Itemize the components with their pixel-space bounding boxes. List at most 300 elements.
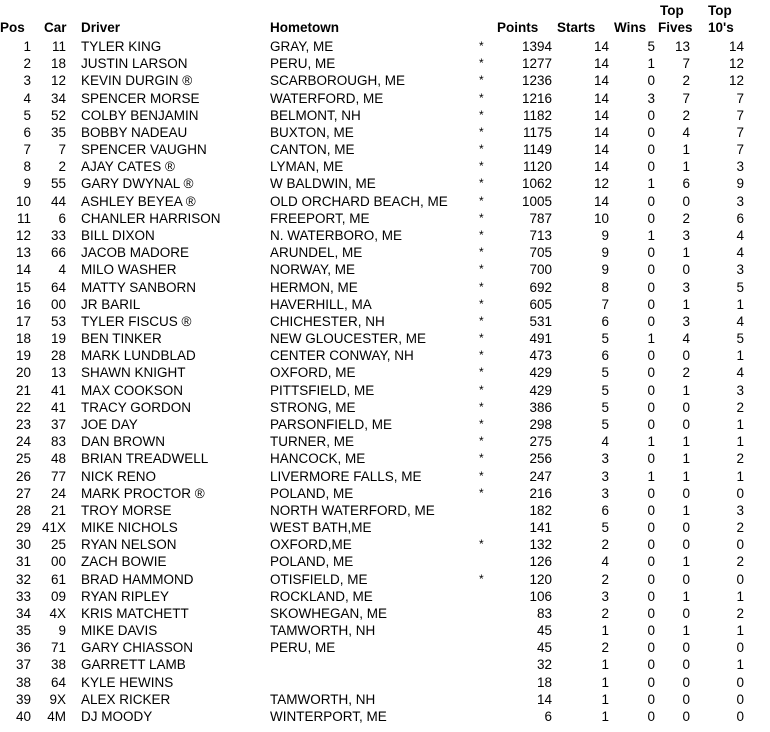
cell-hometown: CENTER CONWAY, NH <box>270 348 414 364</box>
cell-car: 11 <box>51 39 66 54</box>
cell-pos: 18 <box>15 331 31 347</box>
table-row <box>0 468 770 485</box>
cell-points: 531 <box>529 313 552 329</box>
cell-hometown: NORWAY, ME <box>270 262 356 278</box>
cell-hometown: HERMON, ME <box>270 279 358 295</box>
cell-top-fives: 1 <box>682 434 690 450</box>
cell-starts: 14 <box>593 142 609 158</box>
cell-top-tens: 2 <box>736 520 744 536</box>
cell-points: 429 <box>529 382 552 398</box>
cell-car: 24 <box>50 485 66 501</box>
cell-driver: CHANLER HARRISON <box>81 210 221 226</box>
table-row <box>0 571 770 588</box>
cell-top-fives: 0 <box>682 262 690 278</box>
cell-hometown: WEST BATH,ME <box>270 520 372 536</box>
cell-car: 25 <box>50 537 66 553</box>
cell-wins: 0 <box>647 382 655 398</box>
cell-wins: 0 <box>647 502 655 518</box>
cell-wins: 1 <box>647 468 655 484</box>
cell-driver: ASHLEY BEYEA ® <box>81 193 196 209</box>
table-row <box>0 244 770 261</box>
cell-starts: 3 <box>601 485 609 501</box>
cell-top-fives: 4 <box>682 331 690 347</box>
cell-top-tens: 0 <box>736 691 744 707</box>
cell-top-fives: 3 <box>682 227 690 243</box>
cell-wins: 0 <box>647 657 655 673</box>
header-hometown: Hometown <box>270 20 339 35</box>
cell-starts: 10 <box>593 210 609 226</box>
table-row <box>0 330 770 347</box>
cell-points: 1182 <box>522 107 552 123</box>
cell-mark: * <box>479 313 484 328</box>
cell-car: 12 <box>50 73 66 89</box>
cell-top-fives: 1 <box>682 451 690 467</box>
cell-driver: KEVIN DURGIN ® <box>81 73 193 89</box>
cell-points: 141 <box>529 520 552 536</box>
header-top-tens-line1: Top <box>708 3 732 18</box>
cell-top-tens: 2 <box>736 399 744 415</box>
cell-driver: JACOB MADORE <box>81 245 190 261</box>
cell-hometown: STRONG, ME <box>270 399 356 415</box>
cell-wins: 0 <box>647 485 655 501</box>
table-row <box>0 588 770 605</box>
header-points: Points <box>497 20 539 35</box>
cell-driver: MATTY SANBORN <box>81 279 197 295</box>
cell-top-fives: 1 <box>682 623 690 639</box>
cell-wins: 0 <box>647 399 655 415</box>
cell-points: 1175 <box>522 124 552 140</box>
cell-starts: 4 <box>601 434 609 450</box>
cell-points: 1236 <box>521 73 552 89</box>
cell-driver: MIKE NICHOLS <box>81 520 178 536</box>
cell-pos: 35 <box>15 623 31 639</box>
cell-car: 13 <box>50 365 66 381</box>
cell-wins: 5 <box>647 39 655 54</box>
cell-top-fives: 1 <box>682 296 690 312</box>
cell-hometown: NORTH WATERFORD, ME <box>270 502 435 518</box>
cell-wins: 1 <box>647 434 655 450</box>
cell-driver: KRIS MATCHETT <box>81 605 189 621</box>
table-row <box>0 124 770 141</box>
cell-starts: 6 <box>601 502 609 518</box>
cell-driver: KYLE HEWINS <box>81 674 174 690</box>
cell-starts: 5 <box>601 416 609 432</box>
cell-pos: 24 <box>15 434 31 450</box>
cell-driver: TYLER FISCUS ® <box>81 313 192 329</box>
cell-wins: 1 <box>647 331 655 347</box>
cell-starts: 3 <box>601 588 609 604</box>
table-row <box>0 605 770 622</box>
cell-wins: 0 <box>647 537 655 553</box>
cell-pos: 21 <box>15 382 31 398</box>
table-row <box>0 55 770 72</box>
cell-wins: 0 <box>647 674 655 690</box>
cell-car: 55 <box>50 176 66 192</box>
table-row <box>0 708 770 725</box>
cell-top-fives: 13 <box>674 39 690 54</box>
cell-car: 28 <box>50 348 66 364</box>
cell-top-fives: 1 <box>682 159 690 175</box>
cell-hometown: SKOWHEGAN, ME <box>270 605 388 621</box>
cell-starts: 14 <box>593 159 609 175</box>
cell-top-tens: 1 <box>736 468 744 484</box>
header-starts: Starts <box>557 20 596 35</box>
cell-car: 77 <box>50 468 66 484</box>
cell-driver: SHAWN KNIGHT <box>81 365 186 381</box>
table-row <box>0 639 770 656</box>
cell-top-fives: 6 <box>682 176 690 192</box>
cell-car: 6 <box>58 210 66 226</box>
cell-top-tens: 4 <box>736 245 744 261</box>
cell-hometown: NEW GLOUCESTER, ME <box>270 331 427 347</box>
cell-top-fives: 0 <box>682 485 690 501</box>
cell-points: 1062 <box>521 176 552 192</box>
cell-starts: 14 <box>593 90 609 106</box>
cell-pos: 22 <box>15 399 31 415</box>
cell-hometown: TURNER, ME <box>270 434 354 450</box>
cell-starts: 5 <box>601 365 609 381</box>
cell-points: 787 <box>529 210 552 226</box>
table-row <box>0 175 770 192</box>
cell-top-tens: 7 <box>736 90 744 106</box>
table-row <box>0 364 770 381</box>
cell-wins: 1 <box>647 176 655 192</box>
cell-points: 32 <box>536 657 552 673</box>
cell-points: 106 <box>529 588 552 604</box>
cell-points: 298 <box>529 416 552 432</box>
cell-hometown: PERU, ME <box>270 640 336 656</box>
cell-pos: 25 <box>15 451 31 467</box>
cell-mark: * <box>479 90 484 105</box>
cell-pos: 32 <box>15 571 31 587</box>
table-row <box>0 279 770 296</box>
cell-starts: 14 <box>593 107 609 123</box>
cell-top-tens: 7 <box>736 124 744 140</box>
cell-car: 64 <box>50 279 66 295</box>
cell-top-tens: 12 <box>728 56 744 72</box>
cell-starts: 6 <box>601 348 609 364</box>
cell-mark: * <box>479 468 484 483</box>
cell-pos: 6 <box>23 124 31 140</box>
cell-wins: 0 <box>647 262 655 278</box>
cell-points: 705 <box>529 245 552 261</box>
cell-starts: 14 <box>593 39 609 54</box>
cell-mark: * <box>479 124 484 139</box>
cell-starts: 12 <box>593 176 609 192</box>
table-row <box>0 622 770 639</box>
cell-wins: 0 <box>647 73 655 89</box>
cell-pos: 3 <box>23 73 31 89</box>
cell-points: 256 <box>529 451 552 467</box>
cell-mark: * <box>479 279 484 294</box>
cell-pos: 12 <box>15 227 31 243</box>
cell-points: 6 <box>544 709 552 725</box>
cell-wins: 0 <box>647 709 655 725</box>
cell-pos: 13 <box>15 245 31 261</box>
cell-mark: * <box>479 142 484 157</box>
cell-hometown: PERU, ME <box>270 56 336 72</box>
cell-hometown: LIVERMORE FALLS, ME <box>270 468 422 484</box>
cell-car: 09 <box>50 588 66 604</box>
cell-wins: 0 <box>647 142 655 158</box>
cell-hometown: SCARBOROUGH, ME <box>270 73 406 89</box>
cell-car: 38 <box>50 657 66 673</box>
table-row <box>0 72 770 89</box>
cell-pos: 29 <box>15 520 31 536</box>
cell-mark: * <box>479 107 484 122</box>
cell-hometown: OLD ORCHARD BEACH, ME <box>270 193 448 209</box>
cell-starts: 9 <box>601 227 609 243</box>
cell-pos: 40 <box>15 709 31 725</box>
cell-top-tens: 0 <box>736 709 744 725</box>
table-row <box>0 553 770 570</box>
cell-top-fives: 0 <box>682 709 690 725</box>
table-row <box>0 347 770 364</box>
cell-top-fives: 1 <box>682 588 690 604</box>
cell-car: 19 <box>50 331 66 347</box>
cell-top-tens: 0 <box>736 537 744 553</box>
cell-wins: 0 <box>647 193 655 209</box>
cell-driver: ZACH BOWIE <box>81 554 167 570</box>
cell-hometown: TAMWORTH, NH <box>270 623 376 639</box>
cell-driver: MARK LUNDBLAD <box>81 348 196 364</box>
cell-starts: 5 <box>601 382 609 398</box>
cell-car: 61 <box>50 571 66 587</box>
cell-car: 9 <box>58 623 66 639</box>
cell-points: 120 <box>529 571 552 587</box>
cell-car: 41 <box>50 382 66 398</box>
cell-starts: 14 <box>593 193 609 209</box>
cell-top-tens: 4 <box>736 365 744 381</box>
cell-top-tens: 5 <box>736 331 744 347</box>
cell-top-fives: 2 <box>682 73 690 89</box>
cell-hometown: BELMONT, NH <box>270 107 361 123</box>
header-wins: Wins <box>614 20 647 35</box>
cell-driver: MILO WASHER <box>81 262 177 278</box>
cell-driver: TRACY GORDON <box>81 399 192 415</box>
cell-top-fives: 0 <box>682 691 690 707</box>
cell-hometown: PITTSFIELD, ME <box>270 382 375 398</box>
cell-wins: 0 <box>647 416 655 432</box>
table-row <box>0 674 770 691</box>
cell-top-tens: 3 <box>736 382 744 398</box>
cell-hometown: POLAND, ME <box>270 554 354 570</box>
cell-starts: 6 <box>601 313 609 329</box>
cell-hometown: FREEPORT, ME <box>270 210 370 226</box>
table-row <box>0 519 770 536</box>
header-pos: Pos <box>0 20 25 35</box>
header-driver: Driver <box>81 20 121 35</box>
cell-wins: 0 <box>647 124 655 140</box>
cell-top-tens: 12 <box>728 73 744 89</box>
cell-starts: 7 <box>601 296 609 312</box>
cell-top-tens: 0 <box>736 674 744 690</box>
cell-car: 21 <box>50 502 66 518</box>
cell-top-tens: 1 <box>736 657 744 673</box>
table-row <box>0 485 770 502</box>
cell-top-fives: 1 <box>682 554 690 570</box>
cell-wins: 0 <box>647 245 655 261</box>
cell-top-tens: 1 <box>736 588 744 604</box>
cell-top-fives: 2 <box>682 365 690 381</box>
cell-pos: 1 <box>23 39 31 54</box>
cell-pos: 26 <box>15 468 31 484</box>
cell-top-tens: 0 <box>736 640 744 656</box>
cell-wins: 0 <box>647 520 655 536</box>
cell-top-tens: 3 <box>736 502 744 518</box>
cell-top-fives: 1 <box>682 468 690 484</box>
cell-mark: * <box>479 193 484 208</box>
cell-mark: * <box>479 176 484 191</box>
cell-top-tens: 2 <box>736 554 744 570</box>
table-row <box>0 193 770 210</box>
table-row <box>0 450 770 467</box>
table-row <box>0 691 770 708</box>
table-row <box>0 656 770 673</box>
cell-points: 473 <box>529 348 552 364</box>
cell-driver: BRIAN TREADWELL <box>81 451 209 467</box>
cell-points: 45 <box>536 623 552 639</box>
cell-top-fives: 1 <box>682 245 690 261</box>
cell-top-tens: 3 <box>736 159 744 175</box>
cell-driver: BOBBY NADEAU <box>81 124 188 140</box>
cell-top-fives: 4 <box>682 124 690 140</box>
cell-pos: 15 <box>15 279 31 295</box>
cell-pos: 8 <box>23 159 31 175</box>
table-row <box>0 313 770 330</box>
cell-points: 386 <box>529 399 552 415</box>
cell-car: 37 <box>50 416 66 432</box>
cell-hometown: GRAY, ME <box>270 39 334 54</box>
cell-mark: * <box>479 210 484 225</box>
cell-pos: 38 <box>15 674 31 690</box>
cell-pos: 37 <box>15 657 31 673</box>
cell-car: 33 <box>50 227 66 243</box>
cell-pos: 4 <box>23 90 31 106</box>
cell-starts: 3 <box>601 451 609 467</box>
cell-driver: DAN BROWN <box>81 434 165 450</box>
cell-driver: RYAN NELSON <box>81 537 177 553</box>
cell-car: 48 <box>50 451 66 467</box>
cell-car: 7 <box>58 142 66 158</box>
cell-points: 216 <box>529 485 552 501</box>
cell-driver: TROY MORSE <box>81 502 172 518</box>
cell-points: 83 <box>536 605 552 621</box>
cell-top-tens: 4 <box>736 227 744 243</box>
cell-top-fives: 1 <box>682 382 690 398</box>
cell-top-tens: 1 <box>736 348 744 364</box>
cell-points: 1394 <box>521 39 552 54</box>
cell-starts: 1 <box>601 623 609 639</box>
cell-driver: DJ MOODY <box>81 709 153 725</box>
cell-mark: * <box>479 296 484 311</box>
cell-driver: SPENCER VAUGHN <box>81 142 207 158</box>
table-row <box>0 536 770 553</box>
cell-car: 18 <box>50 56 66 72</box>
cell-pos: 14 <box>15 262 31 278</box>
cell-starts: 2 <box>601 571 609 587</box>
cell-pos: 2 <box>23 56 31 72</box>
cell-mark: * <box>479 382 484 397</box>
cell-starts: 2 <box>601 640 609 656</box>
cell-wins: 0 <box>647 159 655 175</box>
cell-points: 45 <box>536 640 552 656</box>
cell-car: 00 <box>50 296 66 312</box>
cell-hometown: OXFORD, ME <box>270 365 356 381</box>
cell-driver: MARK PROCTOR ® <box>81 485 205 501</box>
table-row <box>0 227 770 244</box>
cell-top-fives: 0 <box>682 348 690 364</box>
cell-driver: COLBY BENJAMIN <box>81 107 199 123</box>
cell-driver: NICK RENO <box>81 468 157 484</box>
cell-car: 35 <box>50 124 66 140</box>
cell-mark: * <box>479 39 484 53</box>
cell-car: 41X <box>41 520 66 536</box>
cell-car: 44 <box>50 193 66 209</box>
table-row <box>0 399 770 416</box>
cell-pos: 39 <box>15 691 31 707</box>
cell-pos: 10 <box>15 193 31 209</box>
cell-points: 14 <box>536 691 552 707</box>
cell-mark: * <box>479 537 484 552</box>
cell-driver: GARRETT LAMB <box>81 657 186 673</box>
cell-points: 1216 <box>521 90 552 106</box>
cell-pos: 27 <box>15 485 31 501</box>
cell-wins: 0 <box>647 365 655 381</box>
cell-top-fives: 0 <box>682 537 690 553</box>
cell-hometown: OXFORD,ME <box>270 537 352 553</box>
cell-starts: 9 <box>601 262 609 278</box>
cell-hometown: POLAND, ME <box>270 485 354 501</box>
cell-car: 41 <box>50 399 66 415</box>
cell-points: 126 <box>529 554 552 570</box>
cell-car: 4M <box>47 709 66 725</box>
cell-top-tens: 1 <box>736 296 744 312</box>
cell-car: 83 <box>50 434 66 450</box>
cell-driver: RYAN RIPLEY <box>81 588 170 604</box>
cell-top-fives: 0 <box>682 399 690 415</box>
cell-hometown: W BALDWIN, ME <box>270 176 376 192</box>
cell-hometown: ROCKLAND, ME <box>270 588 373 604</box>
cell-driver: AJAY CATES ® <box>81 159 175 175</box>
cell-top-tens: 4 <box>736 313 744 329</box>
cell-starts: 14 <box>593 73 609 89</box>
cell-top-fives: 1 <box>682 502 690 518</box>
cell-points: 692 <box>529 279 552 295</box>
cell-mark: * <box>479 56 484 71</box>
cell-mark: * <box>479 348 484 363</box>
cell-pos: 36 <box>15 640 31 656</box>
cell-pos: 34 <box>15 605 31 621</box>
cell-pos: 9 <box>23 176 31 192</box>
cell-car: 4 <box>58 262 66 278</box>
cell-driver: MAX COOKSON <box>81 382 184 398</box>
cell-top-fives: 0 <box>682 657 690 673</box>
cell-starts: 14 <box>593 124 609 140</box>
cell-top-fives: 0 <box>682 520 690 536</box>
cell-car: 34 <box>50 90 66 106</box>
cell-starts: 1 <box>601 674 609 690</box>
table-row <box>0 433 770 450</box>
cell-points: 605 <box>529 296 552 312</box>
cell-top-fives: 0 <box>682 416 690 432</box>
cell-top-tens: 7 <box>736 107 744 123</box>
cell-mark: * <box>479 399 484 414</box>
cell-starts: 1 <box>601 657 609 673</box>
cell-top-tens: 3 <box>736 262 744 278</box>
cell-points: 1005 <box>521 193 552 209</box>
header-top-fives-line2: Fives <box>658 20 693 35</box>
